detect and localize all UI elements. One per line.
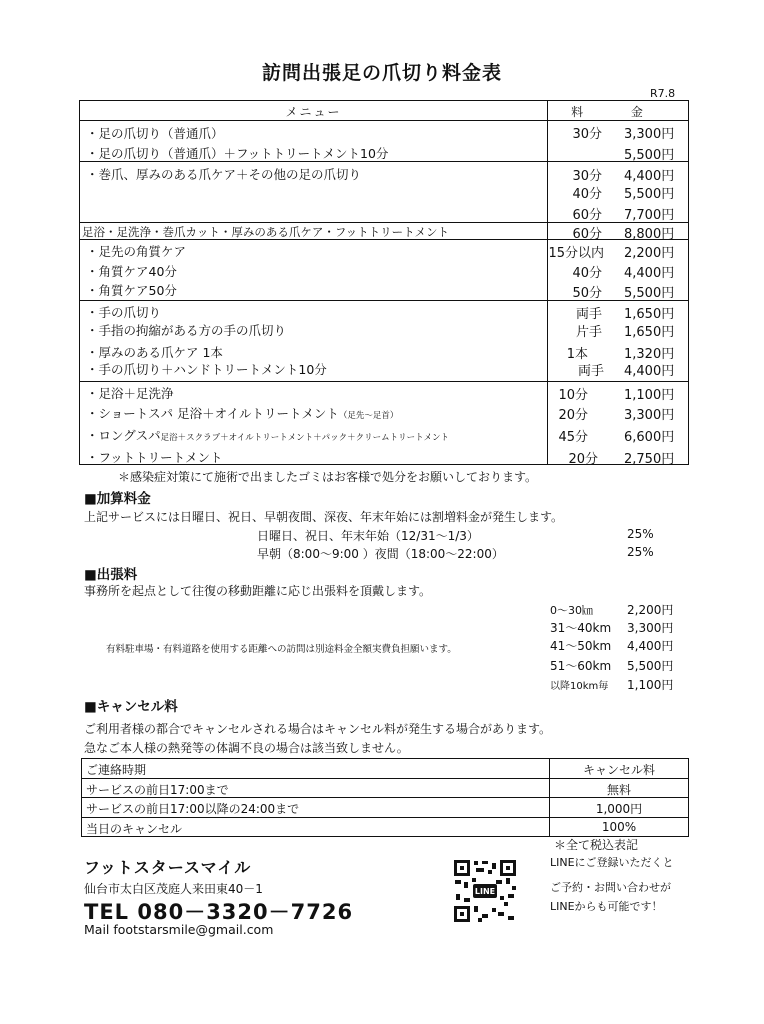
- menu-line: ・手の爪切り＋ハンドトリートメント10分: [86, 362, 327, 377]
- menu-line: ・角質ケア50分: [86, 283, 177, 298]
- cancel-fee: 無料: [606, 782, 631, 797]
- duration: 60分: [572, 227, 602, 242]
- duration: 50分: [572, 286, 602, 301]
- cancel-table: [81, 758, 689, 837]
- amount: 1,100円: [624, 388, 675, 403]
- duration: 40分: [572, 266, 602, 281]
- travel-description: 事務所を起点として往復の移動距離に応じ出張料を頂戴します。: [84, 584, 432, 598]
- phone-number: TEL 080－3320－7726: [84, 900, 354, 924]
- price-table-header: [80, 101, 688, 121]
- shop-address: 仙台市太白区茂庭人来田東40－1: [84, 882, 263, 896]
- travel-fee: 1,100円: [627, 678, 674, 692]
- cancel-fee: 1,000円: [595, 802, 643, 816]
- duration: 40分: [572, 187, 602, 202]
- email-address: Mail footstarsmile@gmail.com: [84, 922, 274, 937]
- surcharge-heading: ■加算料金: [84, 491, 151, 507]
- menu-header: メニュー: [285, 105, 342, 119]
- infection-note: ＊感染症対策にて施術で出ましたゴミはお客様で処分をお願いしております。: [118, 470, 538, 484]
- cancel-row: [82, 798, 688, 818]
- surcharge-row-rate: 25%: [627, 527, 654, 541]
- duration: 30分: [572, 127, 602, 142]
- amount: 4,400円: [624, 169, 675, 184]
- cancel-row: [82, 779, 688, 799]
- amount: 5,500円: [624, 286, 675, 301]
- page-title: 訪問出張足の爪切り料金表: [261, 62, 502, 84]
- fee-header: キャンセル料: [582, 763, 655, 777]
- travel-range: 0～30㎞: [550, 604, 593, 617]
- amount: 2,200円: [624, 246, 675, 261]
- duration: 30分: [572, 169, 602, 184]
- cancel-period: サービスの前日17:00以降の24:00まで: [86, 802, 300, 816]
- cancel-exception: 急なご本人様の熱発等の体調不良の場合は該当致しません。: [84, 741, 409, 755]
- cancel-description: ご利用者様の都合でキャンセルされる場合はキャンセル料が発生する場合があります。: [84, 722, 552, 736]
- travel-heading: ■出張料: [84, 567, 138, 583]
- revision-label: R7.8: [650, 87, 676, 100]
- menu-line: ・ロングスパ足浴＋スクラブ＋オイルトリートメント＋パック＋クリームトリートメント: [86, 428, 450, 443]
- cancel-heading: ■キャンセル料: [84, 699, 178, 715]
- cancel-period: 当日のキャンセル: [86, 821, 183, 836]
- travel-fee: 5,500円: [627, 659, 674, 673]
- menu-line-note: 足浴＋スクラブ＋オイルトリートメント＋パック＋クリームトリートメント: [160, 433, 450, 443]
- price-group-hand: [80, 301, 688, 382]
- line-qr-code[interactable]: [452, 858, 518, 924]
- duration: 60分: [572, 208, 602, 223]
- cancel-period: サービスの前日17:00まで: [86, 782, 229, 797]
- menu-line: ・足先の角質ケア: [86, 244, 187, 259]
- travel-parking-note: 有料駐車場・有料道路を使用する距離への訪問は別途料金全額実費負担願います。: [106, 644, 457, 655]
- duration: 20分: [558, 408, 588, 423]
- menu-line: ・手の爪切り: [86, 305, 162, 320]
- menu-line: ・厚みのある爪ケア 1本: [86, 345, 223, 360]
- duration: 両手: [575, 307, 602, 322]
- amount: 3,300円: [624, 127, 675, 142]
- amount: 1,650円: [624, 325, 675, 340]
- duration: 15分以内: [548, 246, 604, 261]
- price-group-ingrown: [80, 162, 688, 223]
- menu-line-note: （足先～足首）: [338, 411, 399, 421]
- price-group-spa: [80, 382, 688, 467]
- amount: 1,650円: [624, 307, 675, 322]
- menu-line: ・手指の拘縮がある方の手の爪切り: [86, 323, 287, 338]
- amount: 8,800円: [624, 227, 675, 242]
- price-table: [79, 100, 689, 465]
- shop-name: フットスタースマイル: [84, 858, 252, 877]
- tax-note: ＊全て税込表記: [554, 838, 639, 852]
- menu-line: ・足の爪切り（普通爪）: [86, 126, 224, 141]
- price-header: 料 金: [571, 105, 665, 119]
- menu-line: 足浴・足洗浄・巻爪カット・厚みのある爪ケア・フットトリートメント: [82, 225, 449, 239]
- duration: 20分: [568, 452, 598, 467]
- line-note: LINEにご登録いただくと: [550, 856, 674, 869]
- line-note: LINEからも可能です！: [550, 900, 663, 913]
- cancel-row: [82, 818, 688, 837]
- travel-fee: 4,400円: [627, 639, 674, 653]
- menu-line: ・巻爪、厚みのある爪ケア＋その他の足の爪切り: [86, 167, 362, 182]
- surcharge-row-label: 早朝（8:00～9:00 ）夜間（18:00～22:00）: [257, 547, 504, 561]
- amount: 3,300円: [624, 408, 675, 423]
- amount: 5,500円: [624, 148, 675, 163]
- amount: 7,700円: [624, 208, 675, 223]
- price-group-full-course: [80, 223, 688, 240]
- amount: 1,320円: [624, 347, 675, 362]
- travel-range: 31～40km: [550, 621, 612, 635]
- qr-line-label: LINE: [474, 887, 496, 896]
- cancel-fee: 100%: [601, 819, 637, 834]
- amount: 4,400円: [624, 266, 675, 281]
- travel-range: 41～50km: [550, 639, 612, 653]
- amount: 4,400円: [624, 364, 675, 379]
- amount: 2,750円: [624, 452, 675, 467]
- surcharge-row-rate: 25%: [627, 545, 654, 559]
- menu-line: ・フットトリートメント: [86, 450, 223, 465]
- duration: 1本: [566, 347, 588, 362]
- duration: 片手: [575, 325, 602, 340]
- duration: 45分: [558, 430, 588, 445]
- menu-line: ・足浴＋足洗浄: [86, 386, 174, 401]
- duration: 両手: [577, 364, 604, 379]
- travel-fee: 2,200円: [627, 603, 674, 617]
- price-group-basic: [80, 121, 688, 162]
- travel-fee: 3,300円: [627, 621, 674, 635]
- qr-code-icon: [452, 858, 518, 924]
- price-group-callus: [80, 240, 688, 301]
- duration: 10分: [558, 388, 588, 403]
- travel-range: 51～60km: [550, 659, 612, 673]
- travel-range: 以降10km毎: [550, 681, 609, 692]
- amount: 6,600円: [624, 430, 675, 445]
- period-header: ご連絡時期: [86, 763, 147, 777]
- surcharge-row-label: 日曜日、祝日、年末年始（12/31～1/3）: [257, 529, 479, 543]
- menu-line: ・角質ケア40分: [86, 264, 177, 279]
- amount: 5,500円: [624, 187, 675, 202]
- cancel-table-header: [82, 759, 688, 779]
- menu-line: ・ショートスパ 足浴＋オイルトリートメント（足先～足首）: [86, 406, 399, 421]
- menu-line: ・足の爪切り（普通爪）＋フットトリートメント10分: [86, 146, 389, 161]
- line-note: ご予約・お問い合わせが: [550, 881, 671, 894]
- surcharge-description: 上記サービスには日曜日、祝日、早朝夜間、深夜、年末年始には割増料金が発生します。: [84, 510, 564, 524]
